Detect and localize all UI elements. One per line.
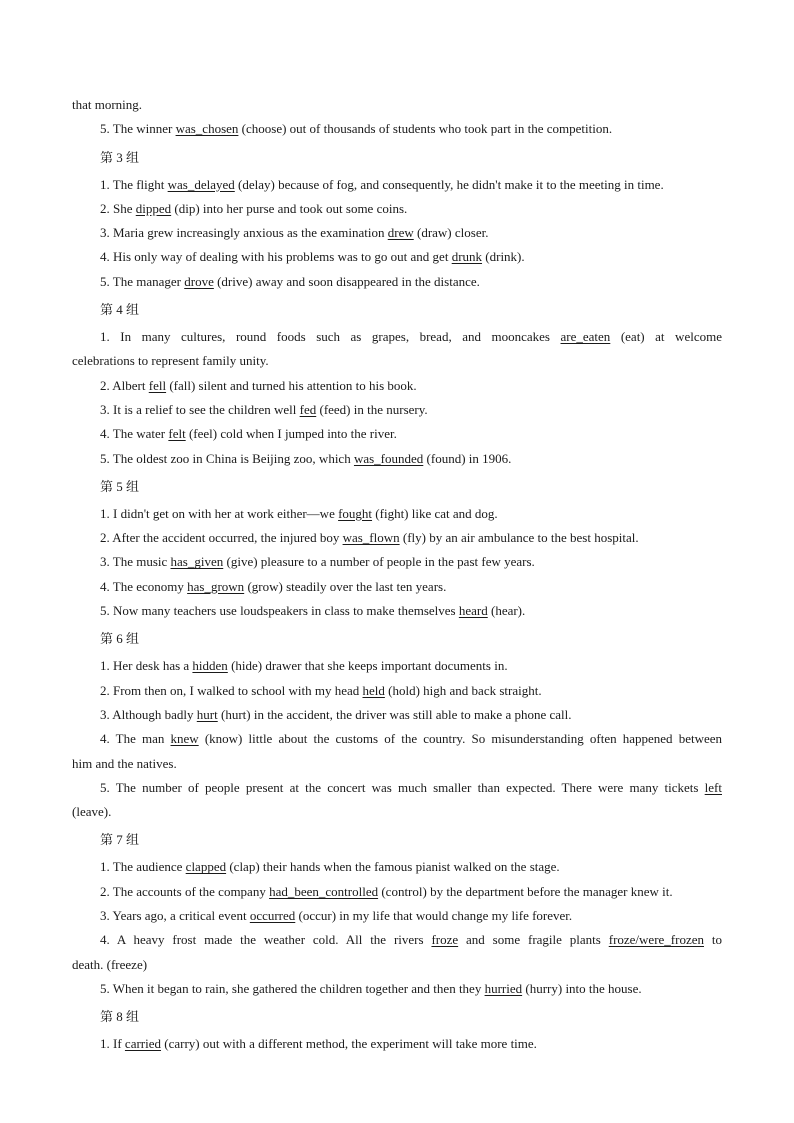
line-text: (hide) drawer that she keeps important documents in.	[227, 658, 508, 674]
line-text: (delay) because of fog, and consequently, he didn't make it to the meeting in time.	[234, 176, 664, 192]
exercise-line	[72, 173, 722, 197]
line-text: 5. The oldest zoo in China is Beijing zoo, which	[100, 450, 354, 466]
line-text: (leave).	[72, 804, 112, 820]
line-text: 3. Years ago, a critical event	[100, 908, 250, 924]
answer-blank: left	[704, 779, 722, 795]
exercise-line	[72, 422, 722, 446]
answer-blank: clapped	[185, 859, 227, 875]
exercise-line	[72, 855, 722, 879]
exercise-line	[72, 953, 722, 977]
exercise-line	[72, 197, 722, 221]
line-text: that morning.	[72, 97, 143, 112]
exercise-line	[72, 447, 722, 471]
line-text: 5. The number of people present at the concert was much smaller than expected. There were many tickets	[100, 779, 705, 795]
exercise-line	[72, 502, 722, 526]
answer-blank: hurried	[484, 980, 523, 996]
answer-blank: held	[362, 682, 385, 698]
line-text: 1. The audience	[100, 859, 186, 875]
heading-text: 第 6 组	[100, 631, 140, 647]
line-text: 4. His only way of dealing with his problems was to go out and get	[100, 249, 452, 265]
line-text: 4. The water	[100, 426, 169, 442]
exercise-line	[72, 575, 722, 599]
line-text: 1. In many cultures, round foods such as grapes, bread, and mooncakes	[100, 329, 561, 345]
answer-blank: froze	[431, 932, 459, 948]
line-text: 2. After the accident occurred, the injured boy	[100, 530, 343, 546]
answer-blank: hidden	[192, 658, 228, 674]
line-text: (eat) at welcome	[610, 329, 722, 345]
exercise-line	[72, 526, 722, 550]
exercise-line	[72, 654, 722, 678]
line-text: 1. Her desk has a	[100, 658, 193, 674]
exercise-line	[72, 904, 722, 928]
answer-blank: fell	[148, 377, 167, 393]
line-text: (drink).	[482, 249, 525, 265]
answer-blank: dipped	[135, 200, 172, 216]
exercise-line	[72, 117, 722, 141]
line-text: (drive) away and soon disappeared in the distance.	[213, 273, 480, 289]
line-text: (clap) their hands when the famous pianist walked on the stage.	[226, 859, 560, 875]
answer-blank: occurred	[249, 908, 296, 924]
exercise-line	[72, 93, 722, 117]
group-heading	[72, 142, 722, 173]
line-text: (control) by the department before the manager knew it.	[378, 883, 673, 899]
line-text: 1. If	[100, 1036, 125, 1052]
line-text: death. (freeze)	[72, 956, 148, 972]
line-text: 3. Although badly	[100, 706, 197, 722]
line-text: 4. A heavy frost made the weather cold. All the rivers	[100, 932, 432, 948]
line-text: 5. When it began to rain, she gathered the children together and then they	[100, 980, 485, 996]
group-heading	[72, 623, 722, 654]
line-text: 4. The economy	[100, 578, 188, 594]
line-text: (know) little about the customs of the country. So misunderstanding often happened between	[198, 731, 723, 747]
line-text: (choose) out of thousands of students who took part in the competition.	[238, 121, 613, 137]
line-text: (hold) high and back straight.	[384, 682, 542, 698]
answer-blank: fought	[338, 505, 373, 521]
line-text: (carry) out with a different method, the experiment will take more time.	[161, 1036, 537, 1052]
exercise-line	[72, 776, 722, 800]
line-text: him and the natives.	[72, 755, 177, 771]
answer-blank: fed	[299, 401, 317, 417]
exercise-line	[72, 752, 722, 776]
answer-blank: heard	[458, 603, 488, 619]
answer-blank: was_delayed	[167, 176, 235, 192]
answer-blank: was_flown	[342, 530, 400, 546]
exercise-content	[72, 93, 722, 1057]
answer-blank: was_chosen	[175, 121, 239, 137]
answer-blank: are_eaten	[560, 329, 611, 345]
exercise-line	[72, 349, 722, 373]
answer-blank: has_grown	[187, 578, 245, 594]
answer-blank: had_been_controlled	[269, 883, 379, 899]
line-text: (feed) in the nursery.	[316, 401, 428, 417]
answer-blank: drove	[184, 273, 214, 289]
line-text: and some fragile plants	[458, 932, 609, 948]
answer-blank: knew	[170, 731, 199, 747]
line-text: (grow) steadily over the last ten years.	[244, 578, 447, 594]
answer-blank: carried	[124, 1036, 162, 1052]
line-text: to	[704, 932, 722, 948]
line-text: (hear).	[487, 603, 526, 619]
answer-blank: froze/were_frozen	[608, 932, 704, 948]
line-text: 5. The winner	[100, 121, 176, 137]
exercise-line	[72, 1032, 722, 1056]
group-heading	[72, 471, 722, 502]
line-text: 3. Maria grew increasingly anxious as the examination	[100, 225, 388, 241]
line-text: (fall) silent and turned his attention to his book.	[166, 377, 417, 393]
answer-blank: felt	[168, 426, 186, 442]
group-heading	[72, 294, 722, 325]
heading-text: 第 8 组	[100, 1009, 140, 1025]
answer-blank: was_founded	[353, 450, 424, 466]
heading-text: 第 4 组	[100, 302, 140, 318]
heading-text: 第 5 组	[100, 478, 140, 494]
group-heading	[72, 1001, 722, 1032]
line-text: celebrations to represent family unity.	[72, 353, 269, 369]
exercise-line	[72, 270, 722, 294]
heading-text: 第 7 组	[100, 832, 140, 848]
line-text: (fight) like cat and dog.	[372, 505, 498, 521]
line-text: 2. She	[100, 200, 136, 216]
line-text: 3. The music	[100, 554, 171, 570]
exercise-line	[72, 398, 722, 422]
answer-blank: has_given	[170, 554, 224, 570]
line-text: 1. The flight	[100, 176, 168, 192]
exercise-line	[72, 727, 722, 751]
line-text: (hurt) in the accident, the driver was still able to make a phone call.	[217, 706, 572, 722]
exercise-line	[72, 800, 722, 824]
exercise-line	[72, 221, 722, 245]
exercise-line	[72, 880, 722, 904]
answer-blank: drunk	[451, 249, 483, 265]
exercise-line	[72, 374, 722, 398]
line-text: (dip) into her purse and took out some coins.	[171, 200, 408, 216]
answer-blank: drew	[387, 225, 414, 241]
line-text: (draw) closer.	[413, 225, 489, 241]
exercise-line	[72, 679, 722, 703]
exercise-line	[72, 325, 722, 349]
answer-blank: hurt	[196, 706, 218, 722]
line-text: 4. The man	[100, 731, 171, 747]
line-text: (found) in 1906.	[423, 450, 512, 466]
line-text: (feel) cold when I jumped into the river.	[185, 426, 397, 442]
exercise-line	[72, 977, 722, 1001]
exercise-line	[72, 928, 722, 952]
line-text: 3. It is a relief to see the children well	[100, 401, 300, 417]
group-heading	[72, 824, 722, 855]
heading-text: 第 3 组	[100, 149, 140, 165]
line-text: (hurry) into the house.	[522, 980, 642, 996]
line-text: 2. The accounts of the company	[100, 883, 270, 899]
line-text: 5. The manager	[100, 273, 185, 289]
line-text: 2. From then on, I walked to school with my head	[100, 682, 363, 698]
exercise-line	[72, 599, 722, 623]
exercise-line	[72, 245, 722, 269]
line-text: (give) pleasure to a number of people in the past few years.	[223, 554, 535, 570]
line-text: 5. Now many teachers use loudspeakers in class to make themselves	[100, 603, 459, 619]
line-text: 1. I didn't get on with her at work either—we	[100, 505, 339, 521]
line-text: 2. Albert	[100, 377, 149, 393]
exercise-line	[72, 703, 722, 727]
line-text: (occur) in my life that would change my life forever.	[295, 908, 573, 924]
exercise-line	[72, 550, 722, 574]
line-text: (fly) by an air ambulance to the best hospital.	[399, 530, 639, 546]
